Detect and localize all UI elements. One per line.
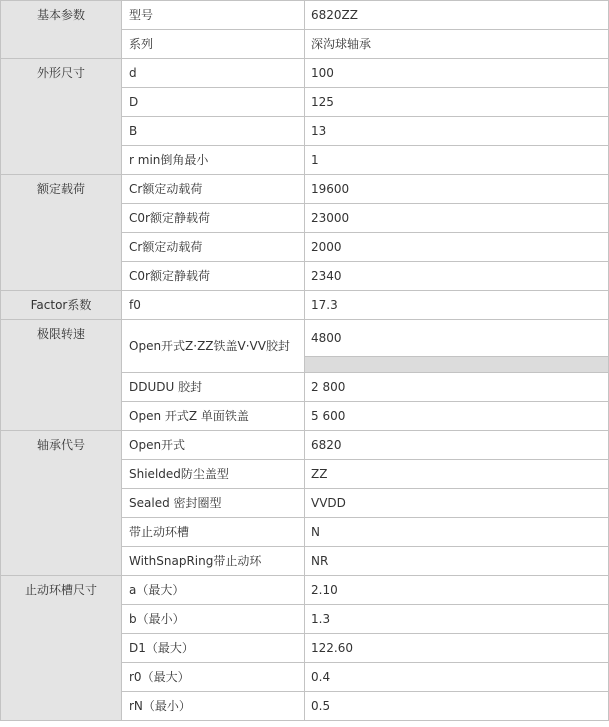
group-label: 基本参数	[1, 1, 122, 59]
param-value: 125	[305, 88, 609, 117]
table-row	[1, 59, 609, 88]
param-value: 17.3	[305, 291, 609, 320]
param-value: 13	[305, 117, 609, 146]
param-value: 100	[305, 59, 609, 88]
param-value: 1	[305, 146, 609, 175]
param-value: NR	[305, 547, 609, 576]
param-name: f0	[122, 291, 305, 320]
group-label: 轴承代号	[1, 431, 122, 576]
param-value: 23000	[305, 204, 609, 233]
param-name: D1（最大）	[122, 634, 305, 663]
param-value: 深沟球轴承	[305, 30, 609, 59]
table-row	[1, 1, 609, 30]
param-value: VVDD	[305, 489, 609, 518]
group-label: 额定载荷	[1, 175, 122, 291]
param-value: 0.5	[305, 692, 609, 721]
group-label: 止动环槽尺寸	[1, 576, 122, 721]
param-value: 1.3	[305, 605, 609, 634]
param-name: Open开式Z·ZZ铁盖V·VV胶封	[122, 320, 305, 373]
param-name: WithSnapRing带止动环	[122, 547, 305, 576]
param-name: a（最大）	[122, 576, 305, 605]
param-value: 122.60	[305, 634, 609, 663]
param-name: Open开式	[122, 431, 305, 460]
param-value: 0.4	[305, 663, 609, 692]
param-name: 系列	[122, 30, 305, 59]
param-value-empty	[305, 357, 609, 373]
param-name: Shielded防尘盖型	[122, 460, 305, 489]
param-name: r min倒角最小	[122, 146, 305, 175]
param-value: ZZ	[305, 460, 609, 489]
table-row	[1, 431, 609, 460]
param-name: DDUDU 胶封	[122, 373, 305, 402]
param-name: b（最小）	[122, 605, 305, 634]
param-value: 6820	[305, 431, 609, 460]
table-row	[1, 175, 609, 204]
param-value: 19600	[305, 175, 609, 204]
param-value: N	[305, 518, 609, 547]
param-name: Cr额定动载荷	[122, 233, 305, 262]
param-name: 型号	[122, 1, 305, 30]
param-value: 5 600	[305, 402, 609, 431]
param-name: C0r额定静载荷	[122, 262, 305, 291]
group-label: Factor系数	[1, 291, 122, 320]
param-name: Sealed 密封圈型	[122, 489, 305, 518]
table-row	[1, 576, 609, 605]
param-name: rN（最小）	[122, 692, 305, 721]
param-name: d	[122, 59, 305, 88]
param-name: C0r额定静载荷	[122, 204, 305, 233]
table-row	[1, 320, 609, 357]
param-name: 带止动环槽	[122, 518, 305, 547]
table-row	[1, 291, 609, 320]
group-label: 极限转速	[1, 320, 122, 431]
param-value: 2.10	[305, 576, 609, 605]
param-value: 4800	[305, 320, 609, 357]
param-name: r0（最大）	[122, 663, 305, 692]
param-name: Open 开式Z 单面铁盖	[122, 402, 305, 431]
param-value: 2340	[305, 262, 609, 291]
group-label: 外形尺寸	[1, 59, 122, 175]
param-name: B	[122, 117, 305, 146]
param-value: 2000	[305, 233, 609, 262]
param-name: Cr额定动载荷	[122, 175, 305, 204]
param-value: 2 800	[305, 373, 609, 402]
param-value: 6820ZZ	[305, 1, 609, 30]
param-name: D	[122, 88, 305, 117]
